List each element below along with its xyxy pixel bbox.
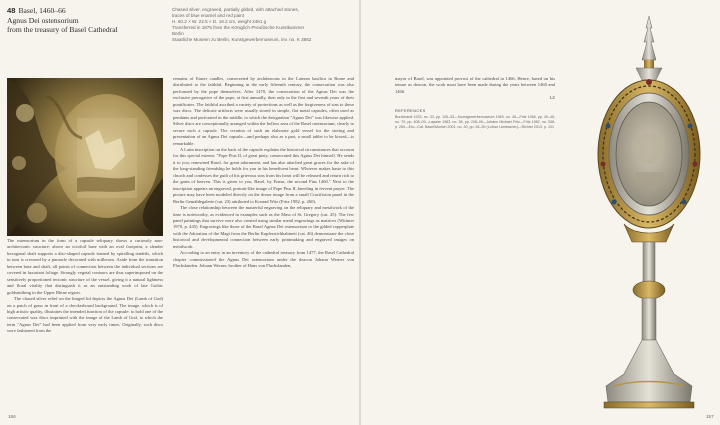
- catalogue-number: 48: [7, 6, 16, 15]
- body-paragraph: A Latin inscription on the back of the capsule explains the historical circumstances that account for this special esteem: "Pope Pius II, of great piety, consecrated this Agnus Dei himself. He sends it to you, renowned Basel, for great adornment, and has also attached great graces for the sake of the long-standing friendship he holds for you in his beneficent heart. Whoever makes haste to this church and confesses the guilt of his grievous sins from his heart will be released and return rich to the gates of heaven. This is given to you, Basel, by Eneas, the second Pius 1460." Next to the inscription appears an engraved, portrait-like image of Pope Pius II, kneeling in fervent prayer. The picture may have been modeled directly on the donor image from a small Crucifixion panel in the Berlin Gemäldegalerie (cat. 23) attributed to Konrad Witz (Fritz 1982, p. 260).: [173, 146, 354, 204]
- object-title: Agnus Dei ostensorium: [7, 15, 79, 25]
- body-paragraph: The ostensorium in the form of a capsule reliquary shows a curiously non-architectonic structure: above an octofoil base with an oval footprint, a slender hexagonal shaft supports a disc-shaped capsule framed by spiralling tendrils, which in turn is crowned by a pinnacle decorated with millerons. Aside from the transition between base and shaft, all points of connection between the individual sections are covered in luxuriant foliage. Strongly vegetal contours are thus superimposed on the sensitively proportioned tectonic structure of the vessel, giving it a natural lightness and floral vitality that distinguish it as an outstanding work of late Gothic goldsmithing in the Upper Rhine region.: [7, 238, 163, 295]
- left-page: [0, 0, 359, 425]
- ostensorium-photo: [594, 14, 704, 414]
- object-metadata: [172, 7, 354, 44]
- body-paragraph: remains of Easter candles, consecrated by archdeacons in the Lateran basilica in Rome and distributed to the faithful. Beginning in the early fifteenth century, the consecration was also performed by the pope themselves. After 1470, the consecration of the Agnus Dei was the exclusive prerogative of the pope, at first annually, then only in the first and seventh years of their pontificates. The faithful ascribed a variety of protections as well as the forgiveness of sins to these wax discs. The delicate artifacts were usually stored in simple, flat metal capsules, often used as pendants and perforated in the middle, to which the designation "Agnus Dei" was likewise applied. Silver discs are conceptionally arranged within the hollow area of the Basel ostensorium, clearly to secure such a capsule. The creation of such an elaborate gold vessel for the storing and presentation of an Agnus Dei capsule—and perhaps also as a part, a small tablet to be kissed—is remarkable.: [173, 76, 354, 146]
- meta-line: H. 60.2 × W. 22.5 × D. 18.2 cm, weight 2461 g: [172, 19, 267, 25]
- catalogue-heading: [7, 6, 157, 35]
- references-heading: REFERENCES: [395, 107, 426, 113]
- page-number-right: 157: [706, 414, 714, 419]
- meta-line: Berlin: [172, 31, 184, 37]
- page-number-left: 156: [8, 414, 16, 419]
- meta-line: Staatliche Museen zu Berlin, Kunstgewerbemuseum, inv. no. K 3862: [172, 37, 312, 43]
- meta-line: Chased silver, engraved, partially gilded, with attached stones,: [172, 7, 299, 12]
- body-column-b: [173, 76, 354, 270]
- place-date: Basel, 1460–66: [18, 6, 66, 15]
- meta-line: Transferred in 1875 from the Königlich-Preußische Kunstkammer: [172, 25, 305, 31]
- references-list: Burckhardt 1933, no. 33, pp. 126–33—Kunstgewerbemuseum 1963, no. 45—Fritz 1966, pp. 40–45, no. 79, pp. 408–09—Lapaire 1983, no. 38, pp. 208–09—Johann Michael Fritz—Fritz 1982, no. 538, p. 260—Ein—Cat. Basel/Munich 2001, no. 30, pp. 54–59 (Lothar Lambacher)—Richter 2013, p. 101: [395, 115, 555, 130]
- object-provenance: from the treasury of Basel Cathedral: [7, 25, 118, 35]
- body-paragraph: mayor of Basel, was appointed provost of the cathedral in 1466. Hence, based on his tenure as deacon, the work must have been made during the years between 1460 and 1466.: [395, 76, 555, 94]
- body-column-a: [7, 238, 163, 335]
- meta-line: traces of blue enamel and red paint: [172, 13, 245, 19]
- agnus-dei-detail-photo: [7, 78, 163, 236]
- body-paragraph: The close relationship between the masterful engraving on the reliquary and metalwork of the time is noteworthy, as evidenced in examples such as the Mass of St. Gregory (cat. 45). The few panel paintings that survive were also created using similar metal engravings as matrices (Wittmer 1970, p. 445). Engravings like those of the Basel Agnus Dei ostensorium or the gilded copperplate with the Adoration of the Magi from the Berlin Kupferstichkabinett (cat. 46) demonstrate the close historical and developmental connection between early printmaking and engraved images on metalwork.: [173, 205, 354, 249]
- body-paragraph: The chased silver relief on the hinged lid depicts the Agnus Dei (Lamb of God) on a patch of grass in front of a checkerboard background. The image, which is of high artistic quality, illustrates the intended function of the capsule: to hold one of the consecrated wax discs imprinted with the image of the Lamb of God, to which the term "Agnus Dei" had been applied from very early times. Originally, such discs were fashioned from the: [7, 296, 163, 334]
- detail-photo-image: [7, 78, 163, 236]
- author-initials: LZ: [549, 95, 555, 101]
- ostensorium-image: [594, 14, 704, 414]
- body-paragraph: According to an entry in an inventory of the cathedral treasury from 1477, the Basel Cathedral chapter commissioned the Agnus Dei ostensorium under the deacon Johann Werner von Flachslanden. Johann Werner, brother of Hans von Flachslanden,: [173, 250, 354, 269]
- body-column-c: [395, 76, 555, 130]
